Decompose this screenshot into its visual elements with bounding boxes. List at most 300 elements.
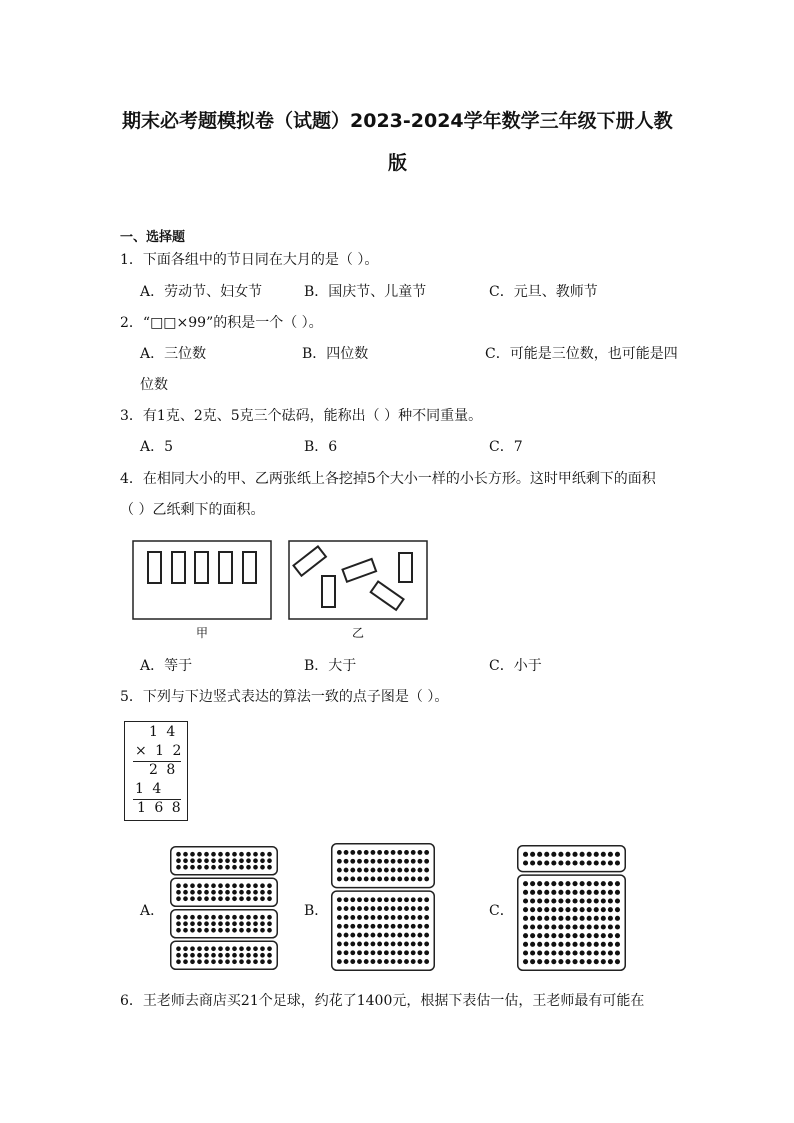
dot [384,941,389,946]
dot [551,907,556,912]
dot [530,852,535,857]
dot [377,906,382,911]
dot [337,897,342,902]
dot [364,850,369,855]
dot [558,924,563,929]
dot [371,876,376,881]
dot [551,950,556,955]
dot [608,916,613,921]
dot [558,898,563,903]
dot [364,859,369,864]
dot [558,950,563,955]
dot [357,850,362,855]
dot [572,907,577,912]
dot [537,950,542,955]
dot [558,916,563,921]
dot [190,883,195,888]
dot [587,860,592,865]
dot [357,941,362,946]
dot [218,865,223,870]
dot [424,897,429,902]
dot [253,852,258,857]
dot [594,860,599,865]
dot [183,858,188,863]
dot [601,916,606,921]
dot [580,852,585,857]
dot [253,890,258,895]
dot [225,946,230,951]
question-4-option-a: A．等于 [140,658,193,674]
multiplicand: 1 4 [149,724,178,740]
dot [608,959,613,964]
dot [371,859,376,864]
dot [537,924,542,929]
dot [232,946,237,951]
dot [239,921,244,926]
dot [391,868,396,873]
dot [551,898,556,903]
dot [537,860,542,865]
dot [530,881,535,886]
dot [218,946,223,951]
dot [537,907,542,912]
dot [544,860,549,865]
dot [404,924,409,929]
dot [580,907,585,912]
dot [572,942,577,947]
dot [523,890,528,895]
question-4-option-b: B．大于 [304,658,357,674]
question-1-stem: 1．下面各组中的节日同在大月的是（ ）。 [120,252,379,268]
dot [551,860,556,865]
dot [558,890,563,895]
dot [239,928,244,933]
dot [357,906,362,911]
dot [397,933,402,938]
dot [601,959,606,964]
dot [260,915,265,920]
dot [225,928,230,933]
dot [572,860,577,865]
dot [601,950,606,955]
dot [551,959,556,964]
dot [587,881,592,886]
dot [601,860,606,865]
dot [594,933,599,938]
partial-product-2: 1 4 [135,781,164,797]
dot [218,953,223,958]
dot [397,897,402,902]
dot [197,865,202,870]
dot [530,890,535,895]
dot [239,896,244,901]
dot [523,950,528,955]
dot [594,924,599,929]
dot [253,953,258,958]
dot [337,924,342,929]
dot [377,933,382,938]
dot [580,924,585,929]
dot [572,950,577,955]
dot [397,924,402,929]
dot [218,915,223,920]
dot [411,924,416,929]
dot [424,876,429,881]
dot [239,915,244,920]
dot [183,959,188,964]
dot [397,915,402,920]
dot [601,898,606,903]
dot [344,859,349,864]
dot [572,852,577,857]
dot [183,865,188,870]
dot [364,868,369,873]
dot [337,906,342,911]
dot [544,907,549,912]
dot [537,959,542,964]
dot [246,883,251,888]
dot [232,959,237,964]
dot [371,924,376,929]
dot [530,860,535,865]
dot [404,897,409,902]
dot [357,959,362,964]
dot [371,959,376,964]
dot [608,933,613,938]
dot [580,959,585,964]
dot [565,942,570,947]
dot [404,859,409,864]
dot [225,896,230,901]
dot [232,921,237,926]
dot [190,852,195,857]
dot [615,907,620,912]
dot [232,883,237,888]
dot [260,953,265,958]
paper-jia-figure [132,540,272,620]
dot [190,953,195,958]
dot [190,946,195,951]
dot [565,950,570,955]
dot [411,933,416,938]
dot [232,915,237,920]
dot [364,876,369,881]
dot-figure-b [331,843,435,971]
dot [594,942,599,947]
dot [267,915,272,920]
dot [608,881,613,886]
dot [190,890,195,895]
dot [190,915,195,920]
dot [253,959,258,964]
page-title-continued: 版 [388,152,408,174]
question-4-stem: 4．在相同大小的甲、乙两张纸上各挖掉5个大小一样的小长方形。这时甲纸剩下的面积 [120,471,656,487]
dot [537,852,542,857]
dot [587,933,592,938]
dot [211,915,216,920]
dot [225,915,230,920]
dot [587,907,592,912]
dot [364,950,369,955]
dot [418,859,423,864]
dot [418,924,423,929]
question-2-option-a: A．三位数 [140,346,207,362]
dot [246,953,251,958]
dot [176,858,181,863]
dot [344,933,349,938]
dot [350,915,355,920]
dot [364,915,369,920]
dot [211,953,216,958]
dot [558,852,563,857]
dot [197,858,202,863]
dot [404,915,409,920]
dot [572,933,577,938]
dot [204,852,209,857]
dot [615,916,620,921]
dot [608,950,613,955]
dot [424,950,429,955]
dot [418,868,423,873]
dot [404,933,409,938]
dot [267,852,272,857]
dot [246,959,251,964]
dot [371,941,376,946]
dot [601,881,606,886]
dot [537,898,542,903]
dot [246,921,251,926]
dot [404,959,409,964]
dot [565,907,570,912]
dot-block [332,891,435,970]
dot [225,883,230,888]
dot [253,865,258,870]
dot [551,942,556,947]
dot [523,933,528,938]
dot [404,868,409,873]
dot [384,906,389,911]
question-5-option-c-label: C． [489,903,514,919]
dot [404,941,409,946]
dot [344,850,349,855]
dot [418,933,423,938]
dot [344,868,349,873]
dot [344,876,349,881]
dot [239,953,244,958]
dot [384,868,389,873]
dot [371,868,376,873]
dot [391,850,396,855]
dot [601,942,606,947]
dot [565,916,570,921]
dot [530,898,535,903]
dot [371,950,376,955]
question-1-option-a: A．劳动节、妇女节 [140,284,263,300]
dot [615,852,620,857]
dot [371,850,376,855]
dot [565,933,570,938]
dot [587,916,592,921]
dot [397,941,402,946]
dot [551,924,556,929]
dot [530,916,535,921]
paper-jia-caption: 甲 [196,626,209,640]
dot [337,950,342,955]
dot [357,950,362,955]
dot [197,915,202,920]
dot [371,906,376,911]
dot [391,924,396,929]
dot [411,850,416,855]
dot [183,883,188,888]
dot [418,906,423,911]
question-4-stem-continued: （ ）乙纸剩下的面积。 [120,502,265,518]
dot [176,959,181,964]
dot [218,959,223,964]
dot [364,959,369,964]
dot [565,881,570,886]
dot [204,921,209,926]
question-3-option-a: A．5 [140,439,174,455]
dot [225,865,230,870]
dot [418,950,423,955]
dot [357,859,362,864]
dot [260,921,265,926]
dot [384,924,389,929]
dot [615,933,620,938]
dot [391,941,396,946]
dot [384,859,389,864]
dot [594,916,599,921]
dot [197,921,202,926]
dot [225,852,230,857]
dot [218,896,223,901]
dot [350,924,355,929]
dot [537,916,542,921]
dot [371,897,376,902]
dot [350,859,355,864]
dot [218,890,223,895]
dot [246,896,251,901]
dot [544,890,549,895]
dot [260,858,265,863]
dot [544,950,549,955]
dot [411,876,416,881]
dot [183,928,188,933]
dot [232,953,237,958]
dot [377,868,382,873]
dot [246,946,251,951]
dot [350,897,355,902]
dot [204,896,209,901]
dot [377,959,382,964]
dot [267,946,272,951]
dot [225,921,230,926]
dot [580,881,585,886]
dot [357,876,362,881]
dot [544,959,549,964]
dot [530,924,535,929]
dot [580,890,585,895]
dot [211,852,216,857]
dot [364,941,369,946]
dot [384,915,389,920]
product: 1 6 8 [137,800,183,816]
dot [204,946,209,951]
dot [601,907,606,912]
dot [344,950,349,955]
dot [384,959,389,964]
dot [176,852,181,857]
question-1-option-c: C．元旦、教师节 [489,284,598,300]
dot [176,890,181,895]
dot [418,897,423,902]
question-5-stem: 5．下列与下边竖式表达的算法一致的点子图是（ ）。 [120,689,449,705]
dot [176,946,181,951]
question-5-option-b-label: B． [304,903,329,919]
dot [537,890,542,895]
dot [246,865,251,870]
dot [350,868,355,873]
dot [384,850,389,855]
question-2-option-c-continued: 位数 [140,377,168,393]
dot [337,933,342,938]
dot [211,883,216,888]
dot [572,916,577,921]
dot [204,915,209,920]
dot [523,924,528,929]
dot [246,852,251,857]
dot [377,950,382,955]
dot [190,865,195,870]
dot [232,858,237,863]
dot [218,852,223,857]
dot [232,890,237,895]
dot [565,924,570,929]
dot [377,897,382,902]
dot [218,858,223,863]
dot [391,897,396,902]
section-heading: 一、选择题 [120,230,186,245]
dot [253,921,258,926]
dot [594,959,599,964]
dot [397,868,402,873]
dot [537,881,542,886]
dot [232,852,237,857]
dot [523,916,528,921]
dot [218,928,223,933]
dot [377,876,382,881]
dot [211,959,216,964]
dot [337,850,342,855]
dot [530,950,535,955]
dot [357,897,362,902]
dot [253,883,258,888]
dot [384,950,389,955]
dot [565,852,570,857]
dot [615,959,620,964]
dot [260,890,265,895]
dot [350,906,355,911]
dot [424,941,429,946]
dot [544,852,549,857]
dot [197,953,202,958]
dot [594,881,599,886]
question-1-option-b: B．国庆节、儿童节 [304,284,427,300]
dot [551,881,556,886]
dot [411,959,416,964]
dot [190,858,195,863]
